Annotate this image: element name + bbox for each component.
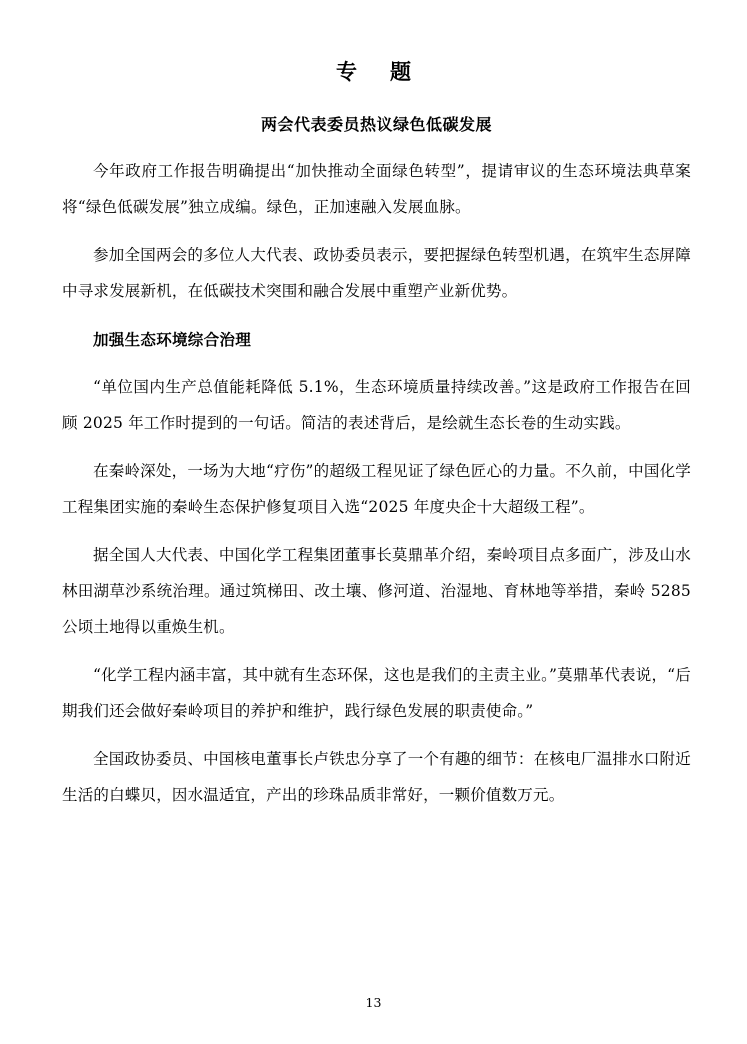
article-subtitle: 两会代表委员热议绿色低碳发展 (260, 115, 492, 134)
page-title: 专 题 (336, 59, 417, 84)
paragraph-intro-1: 今年政府工作报告明确提出“加快推动全面绿色转型”，提请审议的生态环境法典草案将“绿色低碳发展”独立成编。绿色，正加速融入发展血脉。 (62, 162, 691, 216)
paragraph-body-2: 在秦岭深处，一场为大地“疗伤”的超级工程见证了绿色匠心的力量。不久前，中国化学工程集团实施的秦岭生态保护修复项目入选“2025 年度央企十大超级工程”。 (62, 462, 691, 516)
paragraph-body-1: “单位国内生产总值能耗降低 5.1%，生态环境质量持续改善。”这是政府工作报告在回顾 2025 年工作时提到的一句话。简洁的表述背后，是绘就生态长卷的生动实践。 (62, 378, 691, 432)
paragraph-body-5: 全国政协委员、中国核电董事长卢铁忠分享了一个有趣的细节：在核电厂温排水口附近生活的白蝶贝，因水温适宜，产出的珍珠品质非常好，一颗价值数万元。 (62, 750, 691, 804)
page-number: 13 (365, 995, 382, 1010)
section-heading: 加强生态环境综合治理 (93, 330, 252, 349)
paragraph-intro-2: 参加全国两会的多位人大代表、政协委员表示，要把握绿色转型机遇，在筑牢生态屏障中寻求发展新机，在低碳技术突围和融合发展中重塑产业新优势。 (62, 246, 691, 300)
paragraph-body-4: “化学工程内涵丰富，其中就有生态环保，这也是我们的主责主业。”莫鼎革代表说，“后期我们还会做好秦岭项目的养护和维护，践行绿色发展的职责使命。” (62, 666, 691, 720)
paragraph-body-3: 据全国人大代表、中国化学工程集团董事长莫鼎革介绍，秦岭项目点多面广，涉及山水林田湖草沙系统治理。通过筑梯田、改土壤、修河道、治湿地、育林地等举措，秦岭 5285 公顷土地得以重焕生机。 (62, 546, 691, 636)
